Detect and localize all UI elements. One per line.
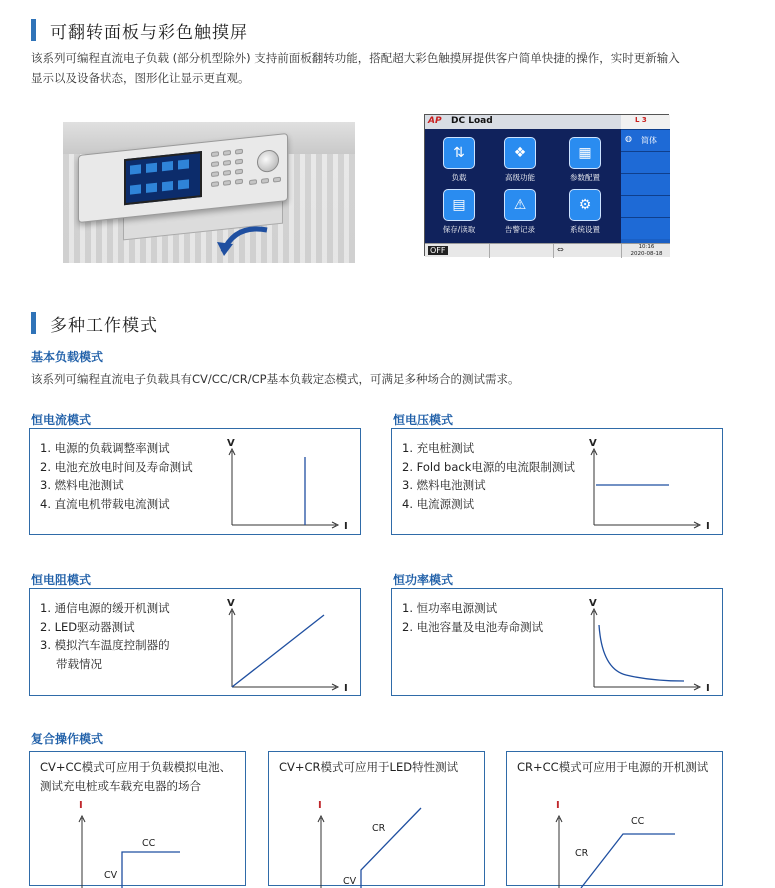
y-label: V [589,598,597,609]
params-icon: ▦ [569,137,601,169]
cv-curve-chart [586,437,716,532]
screen-side-menu [621,115,670,257]
y-label: I [318,800,322,811]
section-title: 多种工作模式 [50,315,158,336]
list-item: 4. 电流源测试 [402,496,475,511]
desc-line: CV+CC模式可应用于负载模拟电池、 [40,760,232,774]
cv-mode-box [391,428,723,535]
section-header-flip-panel [31,17,248,43]
cv-cr-box [268,751,485,886]
usb-icon: ⇔ [557,245,564,254]
list-item: 1. 通信电源的缓开机测试 [40,601,170,615]
cr-cc-box [506,751,723,886]
clock [623,244,670,257]
save-icon: ▤ [443,189,475,221]
app-load[interactable] [431,137,487,183]
section-accent-bar [31,312,36,334]
rotate-arrow-icon [215,218,275,258]
app-alarm-log[interactable] [492,189,548,235]
basic-mode-title: 基本负载模式 [31,350,104,364]
cc-mode-title: 恒电流模式 [31,413,92,427]
section-description [31,48,751,88]
cr-cc-curve-chart [547,798,717,888]
cr-curve-chart [224,597,354,692]
language-label: 简体 [641,136,657,145]
app-label: 高级功能 [505,173,535,182]
app-label: 负载 [451,173,467,182]
clock-time: 10:16 [638,244,655,250]
cv-mode-title: 恒电压模式 [393,413,454,427]
cr-cc-curve [581,834,675,888]
list-item: 2. 电池容量及电池寿命测试 [402,619,544,634]
y-label: V [227,598,235,609]
cv-list [402,439,575,513]
y-label: I [556,800,560,811]
cp-curve [599,625,684,681]
desc-line: 测试充电桩或车载充电器的场合 [40,779,201,793]
cv-cr-curve [361,808,421,888]
cp-mode-box [391,588,723,696]
list-item: 3. 模拟汽车温度控制器的 [40,638,170,652]
y-label: V [589,438,597,449]
warning-icon: ⚠ [504,189,536,221]
cp-list [402,599,543,636]
list-item: 1. 电源的负载调整率测试 [40,441,170,455]
desc-line-1: 该系列可编程直流电子负载 (部分机型除外) 支持前面板翻转功能，搭配超大彩色触摸屏提供客户简单快捷的操作，实时更新输入 [31,51,680,65]
clock-date: 2020-08-18 [630,250,663,257]
desc-line-2: 显示以及设备状态，图形化让显示更直观。 [31,71,250,85]
list-item-continued: 带载情况 [56,656,102,671]
y-label: V [227,438,235,449]
cv-cc-desc [40,758,231,796]
app-params[interactable] [557,137,613,183]
side-language-button[interactable] [621,129,670,151]
basic-mode-desc: 该系列可编程直流电子负载具有CV/CC/CR/CP基本负载定态模式，可满足多种场合的测试需求。 [31,372,520,386]
section-title: 可翻转面板与彩色触摸屏 [50,22,248,43]
x-label: I [706,521,710,532]
side-button-4[interactable] [621,195,670,217]
list-item: 4. 直流电机带载电流测试 [40,496,170,511]
cr-mode-title: 恒电阻模式 [31,573,92,587]
list-item: 3. 燃料电池测试 [40,478,124,492]
rotary-knob [257,149,279,173]
app-label: 告警记录 [505,225,535,234]
cv-label: CV [343,876,357,887]
composite-mode-title: 复合操作模式 [31,732,104,746]
touchscreen-ui [424,114,669,256]
cv-cc-box [29,751,246,886]
list-item: 2. Fold back电源的电流限制测试 [402,459,575,474]
cv-label: CV [104,870,118,881]
cc-mode-box [29,428,361,535]
section-accent-bar [31,19,36,41]
cc-list [40,439,193,513]
advanced-icon: ❖ [504,137,536,169]
cr-cc-desc [517,758,708,777]
globe-icon: ◍ [625,134,632,143]
panel-screen [124,151,202,205]
app-save-load[interactable] [431,189,487,235]
cv-cc-curve-chart [70,798,230,888]
side-button-3[interactable] [621,173,670,195]
app-advanced[interactable] [492,137,548,183]
cp-curve-chart [586,597,716,692]
load-icon: ⇅ [443,137,475,169]
screen-status-bar [425,243,670,257]
list-item: 3. 燃料电池测试 [402,478,486,492]
list-item: 1. 恒功率电源测试 [402,601,498,615]
brand-logo: AP [428,116,442,126]
x-label: I [344,683,348,694]
x-label: I [344,521,348,532]
side-button-2[interactable] [621,151,670,173]
app-label: 系统设置 [570,225,600,234]
list-item: 2. 电池充放电时间及寿命测试 [40,459,193,474]
cp-mode-title: 恒功率模式 [393,573,454,587]
desc-line: CV+CR模式可应用于LED特性测试 [279,760,459,774]
cc-label: CC [142,838,156,849]
cr-label: CR [575,848,589,859]
output-status[interactable]: OFF [430,246,446,255]
section-header-modes [31,310,158,336]
device-flip-panel-photo [63,122,355,263]
app-label: 参数配置 [570,173,600,182]
cr-list [40,599,170,673]
app-label: 保存/读取 [442,225,476,234]
cr-curve [232,615,324,687]
x-label: I [706,683,710,694]
side-top-label: L 3 [635,116,647,124]
list-item: 1. 充电桩测试 [402,441,475,455]
cv-cr-curve-chart [309,798,469,888]
gear-icon: ⚙ [569,189,601,221]
screen-title: DC Load [451,116,493,126]
y-label: I [79,800,83,811]
cc-curve-chart [224,437,354,532]
app-system-settings[interactable] [557,189,613,235]
cr-label: CR [372,823,386,834]
cr-mode-box [29,588,361,696]
cc-label: CC [631,816,645,827]
desc-line: CR+CC模式可应用于电源的开机测试 [517,760,709,774]
screen-title-bar [425,115,621,129]
side-button-5[interactable] [621,217,670,239]
list-item: 2. LED驱动器测试 [40,619,135,634]
cv-cr-desc [279,758,458,777]
cv-cc-curve [122,852,180,888]
